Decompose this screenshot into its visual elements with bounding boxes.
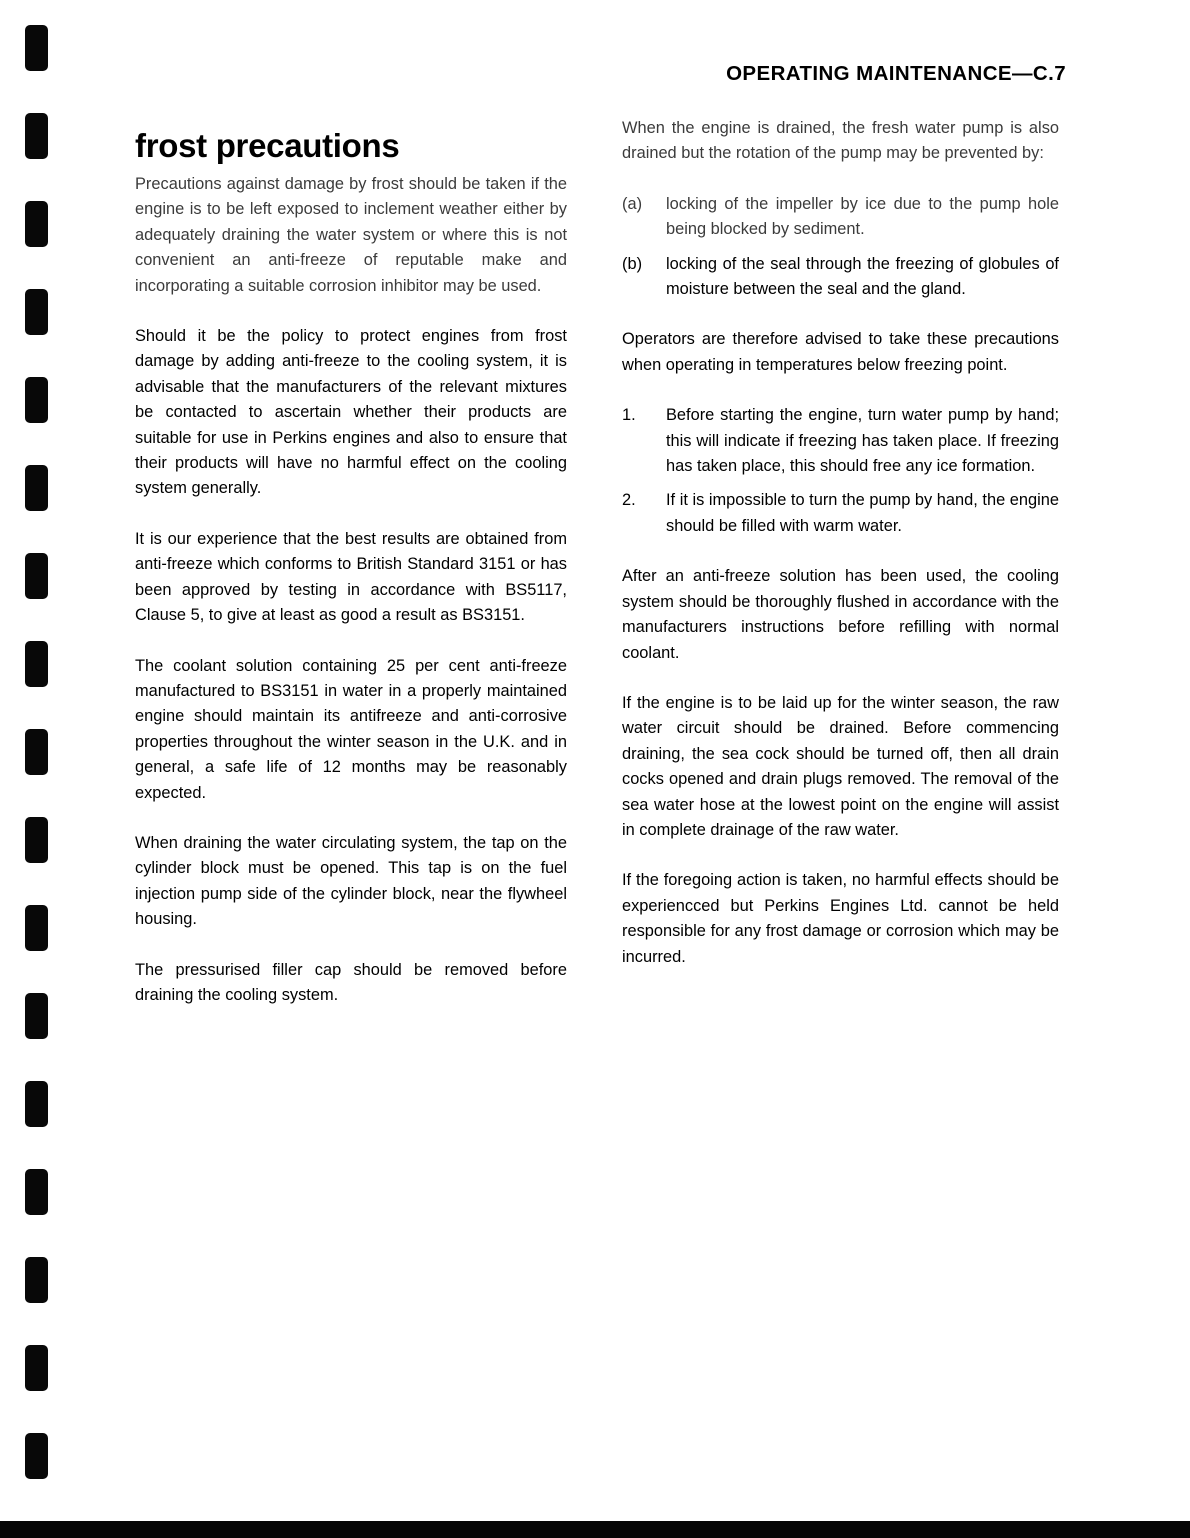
page-title: frost precautions bbox=[135, 127, 400, 165]
paragraph: The coolant solution containing 25 per cent anti-freeze manufactured to BS3151 in water in a properly maintained engine should maintain its antifreeze and anti-corrosive properties throughout the winter season in the U.K. and in general, a safe life of 12 months may be reasonably expected. bbox=[135, 656, 567, 802]
binder-hole bbox=[25, 993, 48, 1039]
lettered-list bbox=[622, 192, 1059, 303]
binder-hole bbox=[25, 201, 48, 247]
paragraph: If the foregoing action is taken, no harmful effects should be experiencced but Perkins Engines Ltd. cannot be held responsible for any frost damage or corrosion which may be incurred. bbox=[622, 871, 1059, 966]
binder-hole-strip bbox=[0, 0, 75, 1538]
binder-hole bbox=[25, 465, 48, 511]
binder-hole bbox=[25, 25, 48, 71]
list-item bbox=[622, 403, 1059, 479]
running-head: OPERATING MAINTENANCE—C.7 bbox=[726, 62, 1066, 85]
binder-hole bbox=[25, 817, 48, 863]
binder-hole bbox=[25, 1257, 48, 1303]
paragraph: It is our experience that the best results are obtained from anti-freeze which conforms to British Standard 3151 or has been approved by testing in accordance with BS5117, Clause 5, to give at least as good a result as BS3151. bbox=[135, 529, 567, 625]
list-marker: 2. bbox=[622, 491, 636, 510]
paragraph: When draining the water circulating system, the tap on the cylinder block must be opened. This tap is on the fuel injection pump side of the cylinder block, near the flywheel housing. bbox=[135, 833, 567, 929]
numbered-list bbox=[622, 403, 1059, 539]
paragraph: Should it be the policy to protect engines from frost damage by adding anti-freeze to the cooling system, it is advisable that the manufacturers of the relevant mixtures be contacted to ascertain whether their products are suitable for use in Perkins engines and also to ensure that their products will have no harmful effect on the cooling system generally. bbox=[135, 327, 567, 498]
binder-hole bbox=[25, 905, 48, 951]
scan-bottom-edge bbox=[0, 1521, 1190, 1538]
list-item-text: If it is impossible to turn the pump by hand, the engine should be filled with warm water. bbox=[666, 491, 1059, 535]
list-marker: (b) bbox=[622, 254, 643, 273]
paragraph: If the engine is to be laid up for the winter season, the raw water circuit should be drained. Before commencing draining, the sea cock should be turned off, then all drain cocks opened and drain plugs removed. The removal of the sea water hose at the lowest point on the engine will assist in complete drainage of the raw water. bbox=[622, 693, 1059, 839]
list-item bbox=[622, 488, 1059, 539]
paragraph: When the engine is drained, the fresh water pump is also drained but the rotation of the pump may be prevented by: bbox=[622, 119, 1059, 163]
list-marker: 1. bbox=[622, 406, 636, 425]
list-item-text: locking of the seal through the freezing of globules of moisture between the seal and the gland. bbox=[666, 254, 1059, 299]
binder-hole bbox=[25, 641, 48, 687]
binder-hole bbox=[25, 1433, 48, 1479]
list-item-text: Before starting the engine, turn water pump by hand; this will indicate if freezing has taken place. If freezing has taken place, this should free any ice formation. bbox=[666, 406, 1059, 476]
binder-hole bbox=[25, 729, 48, 775]
paragraph: Precautions against damage by frost should be taken if the engine is to be left exposed to inclement weather either by adequately draining the water system or where this is not convenient an anti-freeze of reputable make and incorporating a suitable corrosion inhibitor may be used. bbox=[135, 175, 567, 295]
list-marker: (a) bbox=[622, 194, 643, 213]
binder-hole bbox=[25, 289, 48, 335]
list-item bbox=[622, 192, 1059, 243]
binder-hole bbox=[25, 1169, 48, 1215]
binder-hole bbox=[25, 113, 48, 159]
paragraph: After an anti-freeze solution has been used, the cooling system should be thoroughly flushed in accordance with the manufacturers instructions before refilling with normal coolant. bbox=[622, 567, 1059, 662]
binder-hole bbox=[25, 1345, 48, 1391]
binder-hole bbox=[25, 1081, 48, 1127]
binder-hole bbox=[25, 377, 48, 423]
list-item-text: locking of the impeller by ice due to the pump hole being blocked by sediment. bbox=[666, 194, 1059, 239]
binder-hole bbox=[25, 553, 48, 599]
text-column-right bbox=[622, 116, 1059, 970]
list-item bbox=[622, 252, 1059, 303]
text-column-left bbox=[135, 172, 567, 1008]
paragraph: Operators are therefore advised to take these precautions when operating in temperatures below freezing point. bbox=[622, 330, 1059, 374]
paragraph: The pressurised filler cap should be removed before draining the cooling system. bbox=[135, 960, 567, 1004]
